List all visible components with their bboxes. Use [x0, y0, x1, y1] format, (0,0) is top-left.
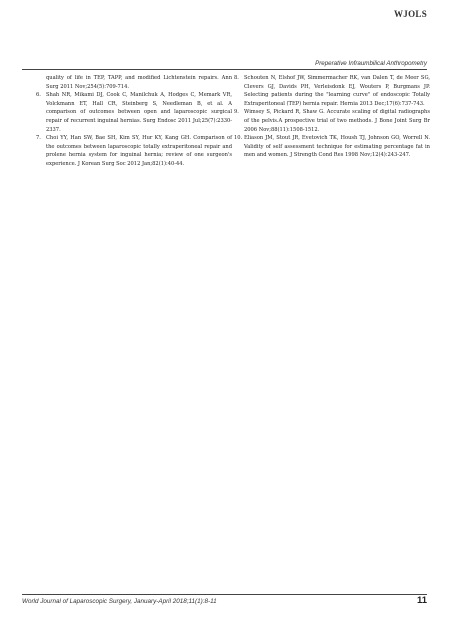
- footer-rule: [22, 594, 427, 595]
- page-number: 11: [416, 595, 427, 606]
- running-title: Preperative Infraumbilical Anthropometry: [315, 60, 427, 67]
- reference-item: [234, 134, 430, 160]
- references-right-column: [234, 74, 430, 160]
- reference-item: [234, 108, 430, 134]
- reference-text: quality of life in TEP, TAPP, and modified Lichtenstein repairs. Ann Surg 2011 Nov;254(5):709-714.: [46, 75, 232, 90]
- reference-item: [36, 91, 232, 134]
- reference-text: Choi YY, Han SW, Bae SH, Kim SY, Hur KY, Kang GH. Comparison of the outcomes between laparoscopic totally extraperitoneal repair and prolene hernia system for inguinal hernia; review of one surgeon's experience. J Korean Surg Soc 2012 Jan;82(1):40-44.: [46, 135, 232, 167]
- reference-number: 8.: [234, 75, 239, 81]
- references-left-column: [36, 74, 232, 169]
- reference-number: 7.: [36, 135, 41, 142]
- reference-item: [234, 74, 430, 108]
- reference-item: [36, 74, 232, 91]
- reference-number: 10.: [234, 135, 243, 142]
- reference-text: Shah NR, Mikami DJ, Cook C, Manilchuk A, Hodges C, Memark VR, Volckmann ET, Hall CR, Steinberg S, Needleman B, et al. A comparison of outcomes between open and laparoscopic surgical repair of recurrent inguinal hernias. Surg Endosc 2011 Jul;25(7):2330-2337.: [46, 92, 232, 133]
- reference-item: [36, 134, 232, 168]
- footer-citation: World Journal of Laparoscopic Surgery, January-April 2018;11(1):8-11: [22, 598, 217, 605]
- header-rule: [22, 69, 427, 70]
- journal-code: WJOLS: [393, 9, 427, 19]
- reference-text: Eliason JM, Stout JR, Evetovich TK, Housh TJ, Johnson GO, Worrell N. Validity of self assessment technique for estimating percentage fat in men and women. J Strength Cond Res 1998 Nov;12(4):243-247.: [244, 135, 430, 159]
- reference-text: Schouten N, Elshof JW, Simmermacher RK, van Dalen T, de Meer SG, Clevers GJ, Davids PH, Verleisdonk EJ, Wouters P, Burgmans JP. Selecting patients during the "learning curve" of endoscopic Totally Extraperitoneal (TEP) hernia repair. Hernia 2013 Dec;17(6):737-743.: [244, 75, 430, 107]
- reference-number: 6.: [36, 92, 41, 99]
- reference-text: Wimsey S, Pickard R, Shaw G. Accurate scaling of digital radiographs of the pelvis.A prospective trial of two methods. J Bone Joint Surg Br 2006 Nov;88(11):1508-1512.: [244, 109, 430, 133]
- reference-number: 9.: [234, 109, 239, 116]
